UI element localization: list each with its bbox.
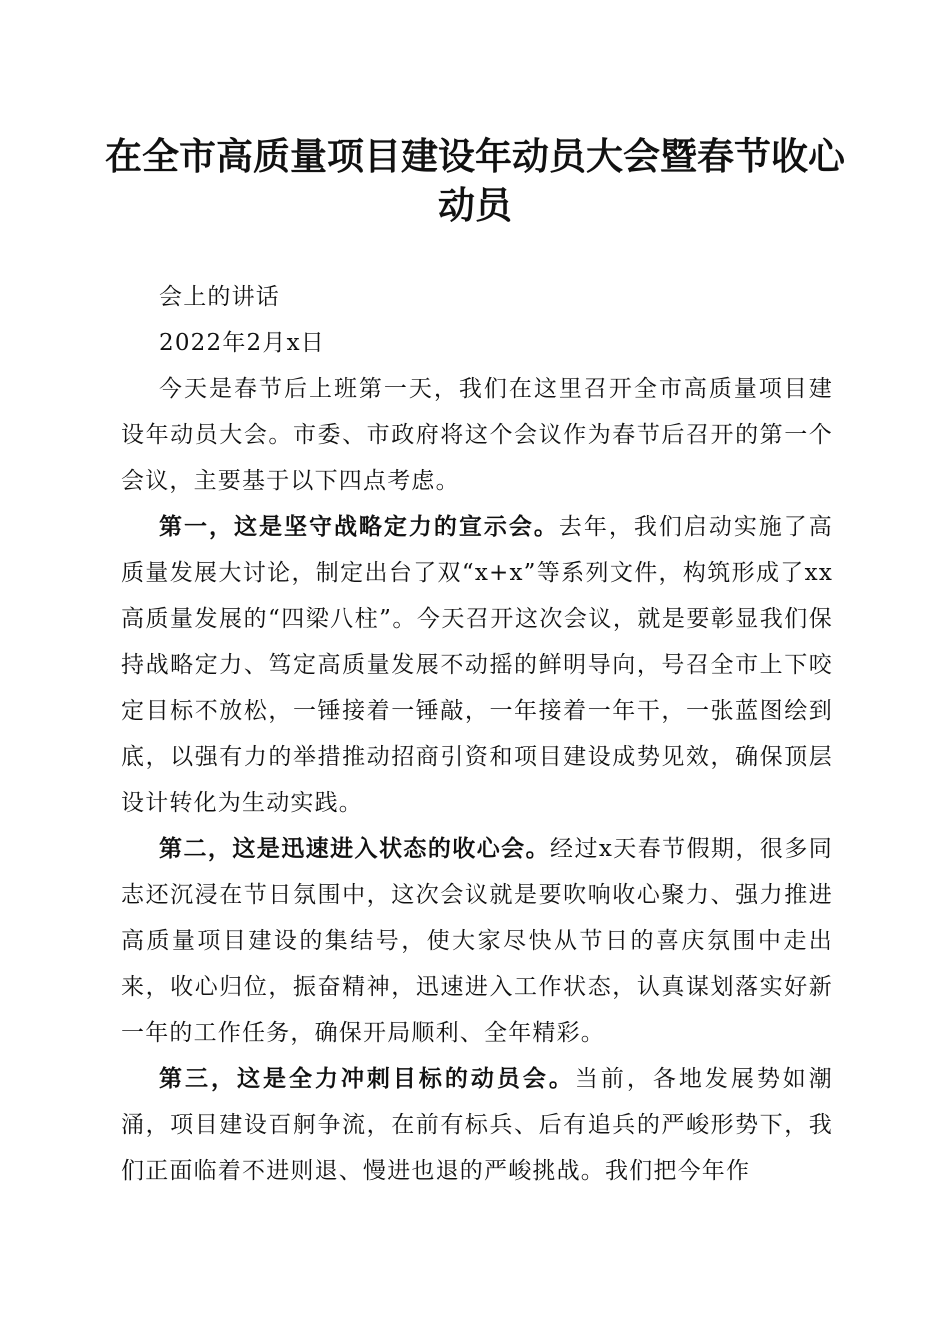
point-1-paragraph [121, 504, 833, 826]
date-line: 2022年2月x日 [159, 330, 325, 356]
document-body [121, 274, 833, 1194]
title-line-2: 动员 [438, 183, 512, 227]
document-title [100, 132, 850, 230]
title-line-1: 在全市高质量项目建设年动员大会暨春节收心 [105, 134, 845, 178]
point-2-lead: 第二，这是迅速进入状态的收心会。 [159, 835, 551, 862]
point-2-paragraph [121, 826, 833, 1056]
intro-paragraph: 今天是春节后上班第一天，我们在这里召开全市高质量项目建设年动员大会。市委、市政府将这个会议作为春节后召开的第一个会议，主要基于以下四点考虑。 [121, 376, 833, 494]
point-1-text: 去年，我们启动实施了高质量发展大讨论，制定出台了双“x+x”等系列文件，构筑形成了xx高质量发展的“四梁八柱”。今天召开这次会议，就是要彰显我们保持战略定力、笃定高质量发展不动摇的鲜明导向，号召全市上下咬定目标不放松，一锤接着一锤敲，一年接着一年干，一张蓝图绘到底，以强有力的举措推动招商引资和项目建设成势见效，确保顶层设计转化为生动实践。 [121, 514, 833, 816]
point-2-text: 经过x天春节假期，很多同志还沉浸在节日氛围中，这次会议就是要吹响收心聚力、强力推进高质量项目建设的集结号，使大家尽快从节日的喜庆氛围中走出来，收心归位，振奋精神，迅速进入工作状态，认真谋划落实好新一年的工作任务，确保开局顺利、全年精彩。 [121, 836, 834, 1046]
subtitle: 会上的讲话 [159, 284, 280, 310]
point-3-text: 当前，各地发展势如潮涌，项目建设百舸争流，在前有标兵、后有追兵的严峻形势下，我们正面临着不进则退、慢进也退的严峻挑战。我们把今年作 [121, 1066, 834, 1184]
point-3-paragraph [121, 1056, 833, 1194]
point-1-lead: 第一，这是坚守战略定力的宣示会。 [159, 513, 559, 540]
point-3-lead: 第三，这是全力冲刺目标的动员会。 [159, 1065, 575, 1092]
